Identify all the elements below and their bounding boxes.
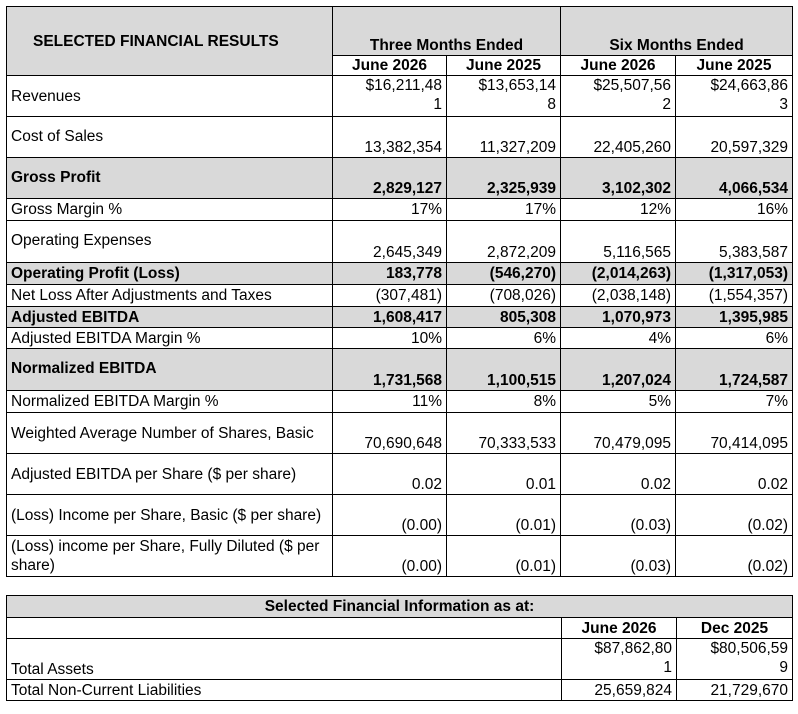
results-row: [7, 221, 793, 263]
info-col-header-june-2026: June 2026: [562, 618, 677, 639]
results-value-cell: (1,554,357): [676, 285, 793, 307]
results-value-cell: 1,070,973: [561, 307, 676, 328]
results-value-cell: (0.00): [333, 536, 447, 577]
info-row-label: Total Assets: [7, 639, 562, 680]
results-value-cell: $16,211,48 1: [333, 76, 447, 117]
results-value-cell: 70,690,648: [333, 413, 447, 454]
results-value-cell: 0.02: [676, 454, 793, 495]
results-value-cell: 11,327,209: [447, 117, 561, 158]
results-row: [7, 158, 793, 199]
results-value-cell: 5,383,587: [676, 221, 793, 263]
results-row-label: Cost of Sales: [7, 117, 333, 158]
results-row-label: Revenues: [7, 76, 333, 117]
results-value-cell: 2,645,349: [333, 221, 447, 263]
results-value-cell: 12%: [561, 199, 676, 221]
results-value-cell: (708,026): [447, 285, 561, 307]
three-months-header: Three Months Ended: [333, 7, 561, 56]
info-value-cell: 25,659,824: [562, 680, 677, 701]
results-row: [7, 413, 793, 454]
results-value-cell: (0.03): [561, 495, 676, 536]
results-value-cell: 5,116,565: [561, 221, 676, 263]
col-header-3m-2026: June 2026: [333, 56, 447, 76]
info-row-label: Total Non-Current Liabilities: [7, 680, 562, 701]
results-value-cell: 13,382,354: [333, 117, 447, 158]
results-value-cell: 11%: [333, 391, 447, 413]
results-value-cell: (307,481): [333, 285, 447, 307]
results-value-cell: 3,102,302: [561, 158, 676, 199]
results-value-cell: 1,207,024: [561, 349, 676, 391]
results-value-cell: (0.03): [561, 536, 676, 577]
results-value-cell: (2,014,263): [561, 263, 676, 285]
results-value-cell: (0.02): [676, 536, 793, 577]
info-col-header-dec-2025: Dec 2025: [677, 618, 793, 639]
results-row: [7, 454, 793, 495]
results-row-label: Operating Profit (Loss): [7, 263, 333, 285]
results-value-cell: $13,653,14 8: [447, 76, 561, 117]
results-value-cell: 6%: [447, 328, 561, 349]
results-row: [7, 199, 793, 221]
info-row: [7, 639, 793, 680]
results-row: [7, 307, 793, 328]
info-header-blank: [7, 618, 562, 639]
results-row-label: Weighted Average Number of Shares, Basic: [7, 413, 333, 454]
results-value-cell: 0.02: [333, 454, 447, 495]
results-value-cell: 1,100,515: [447, 349, 561, 391]
results-value-cell: 7%: [676, 391, 793, 413]
results-value-cell: 16%: [676, 199, 793, 221]
results-value-cell: 0.02: [561, 454, 676, 495]
results-value-cell: (1,317,053): [676, 263, 793, 285]
results-row-label: Normalized EBITDA: [7, 349, 333, 391]
results-value-cell: 1,731,568: [333, 349, 447, 391]
selected-financial-information-table: [6, 595, 793, 701]
results-value-cell: 70,414,095: [676, 413, 793, 454]
results-value-cell: (0.02): [676, 495, 793, 536]
results-row-label: Gross Profit: [7, 158, 333, 199]
results-row-label: Adjusted EBITDA per Share ($ per share): [7, 454, 333, 495]
results-value-cell: 8%: [447, 391, 561, 413]
info-value-cell: $80,506,59 9: [677, 639, 793, 680]
results-value-cell: $24,663,86 3: [676, 76, 793, 117]
selected-financial-results-table: [6, 6, 793, 577]
info-value-cell: $87,862,80 1: [562, 639, 677, 680]
results-row: [7, 263, 793, 285]
results-row-label: Normalized EBITDA Margin %: [7, 391, 333, 413]
results-value-cell: 17%: [333, 199, 447, 221]
results-row: [7, 536, 793, 577]
results-row-label: Adjusted EBITDA: [7, 307, 333, 328]
results-value-cell: $25,507,56 2: [561, 76, 676, 117]
results-row: [7, 349, 793, 391]
results-value-cell: (0.01): [447, 495, 561, 536]
results-value-cell: 1,608,417: [333, 307, 447, 328]
results-value-cell: 22,405,260: [561, 117, 676, 158]
results-value-cell: 17%: [447, 199, 561, 221]
results-row-label: (Loss) income per Share, Fully Diluted ($ per share): [7, 536, 333, 577]
results-row: [7, 328, 793, 349]
results-row: [7, 285, 793, 307]
results-table-title: SELECTED FINANCIAL RESULTS: [7, 7, 333, 76]
six-months-header: Six Months Ended: [561, 7, 793, 56]
info-table-title: Selected Financial Information as at:: [7, 596, 793, 618]
results-value-cell: (546,270): [447, 263, 561, 285]
results-row-label: Net Loss After Adjustments and Taxes: [7, 285, 333, 307]
results-value-cell: 2,325,939: [447, 158, 561, 199]
results-value-cell: 805,308: [447, 307, 561, 328]
results-value-cell: 0.01: [447, 454, 561, 495]
info-value-cell: 21,729,670: [677, 680, 793, 701]
results-row: [7, 391, 793, 413]
results-value-cell: 1,395,985: [676, 307, 793, 328]
results-value-cell: 70,333,533: [447, 413, 561, 454]
results-row: [7, 117, 793, 158]
results-value-cell: 20,597,329: [676, 117, 793, 158]
results-value-cell: 2,829,127: [333, 158, 447, 199]
col-header-3m-2025: June 2025: [447, 56, 561, 76]
results-value-cell: 5%: [561, 391, 676, 413]
results-row: [7, 495, 793, 536]
col-header-6m-2025: June 2025: [676, 56, 793, 76]
results-value-cell: 1,724,587: [676, 349, 793, 391]
results-value-cell: 70,479,095: [561, 413, 676, 454]
results-value-cell: 4%: [561, 328, 676, 349]
results-row-label: Operating Expenses: [7, 221, 333, 263]
results-value-cell: (2,038,148): [561, 285, 676, 307]
results-value-cell: 4,066,534: [676, 158, 793, 199]
info-row: [7, 680, 793, 701]
results-value-cell: 183,778: [333, 263, 447, 285]
results-row: [7, 76, 793, 117]
results-row-label: Adjusted EBITDA Margin %: [7, 328, 333, 349]
col-header-6m-2026: June 2026: [561, 56, 676, 76]
results-value-cell: 6%: [676, 328, 793, 349]
results-row-label: Gross Margin %: [7, 199, 333, 221]
results-value-cell: (0.00): [333, 495, 447, 536]
results-row-label: (Loss) Income per Share, Basic ($ per share): [7, 495, 333, 536]
results-value-cell: 10%: [333, 328, 447, 349]
results-value-cell: 2,872,209: [447, 221, 561, 263]
results-value-cell: (0.01): [447, 536, 561, 577]
